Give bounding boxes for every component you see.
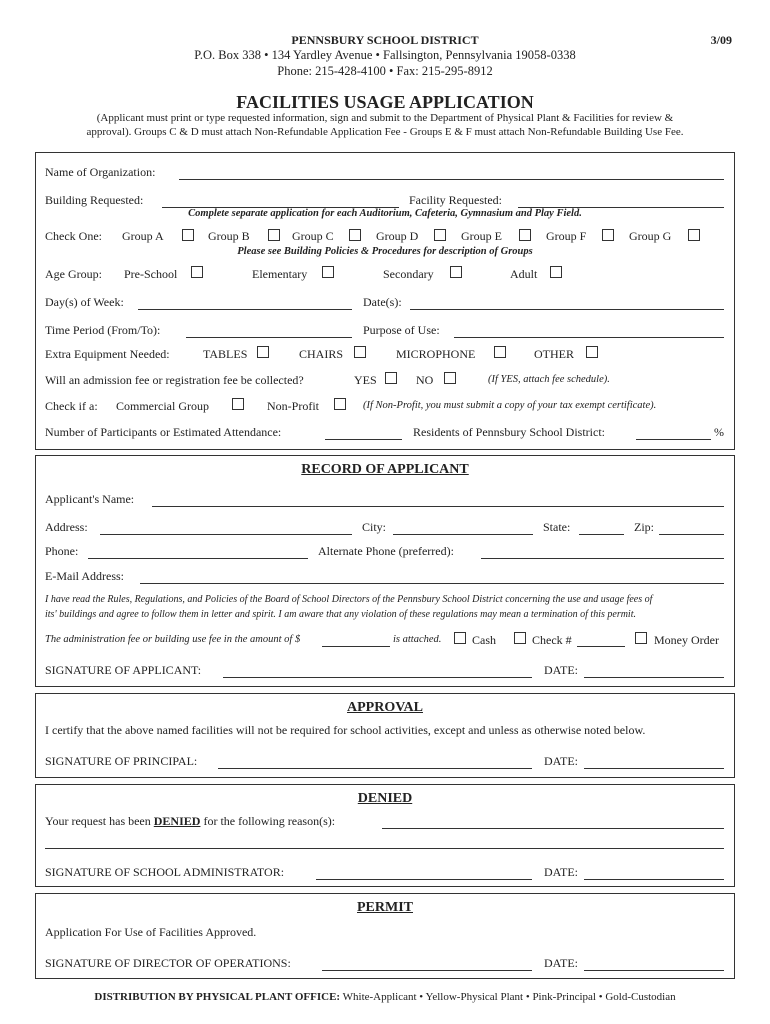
request-section (35, 152, 735, 450)
applicant-section (35, 455, 735, 687)
distribution-footer (0, 990, 770, 1005)
director-date-label: DATE: (544, 956, 578, 970)
applicant-name-field[interactable] (152, 506, 724, 507)
fee-amount-label: The administration fee or building use fee in the amount of $ (45, 634, 301, 645)
applicant-address-field[interactable] (100, 534, 352, 535)
purpose-label: Purpose of Use: (363, 323, 440, 337)
applicant-email-label: E-Mail Address: (45, 569, 124, 583)
denied-text-before: Your request has been (45, 814, 154, 828)
applicant-state-label: State: (543, 520, 571, 534)
distribution-label: DISTRIBUTION BY PHYSICAL PLANT OFFICE: (94, 991, 341, 1003)
nonprofit-checkbox[interactable] (334, 398, 346, 410)
fee-yes-label: YES (354, 373, 377, 387)
organization-field[interactable] (179, 179, 724, 180)
age-secondary-label: Secondary (383, 267, 434, 281)
time-period-label: Time Period (From/To): (45, 323, 161, 337)
group-e-label: Group E (461, 229, 502, 243)
residents-field[interactable] (636, 439, 711, 440)
applicant-date-label: DATE: (544, 663, 578, 677)
administrator-date-field[interactable] (584, 879, 724, 880)
check-number-field[interactable] (577, 646, 625, 647)
participants-field[interactable] (325, 439, 402, 440)
permit-text: Application For Use of Facilities Approved. (45, 925, 257, 939)
applicant-email-field[interactable] (140, 583, 724, 584)
days-label: Day(s) of Week: (45, 295, 124, 309)
administrator-signature-label: SIGNATURE OF SCHOOL ADMINISTRATOR: (45, 865, 285, 879)
payment-money-order-label: Money Order (654, 633, 719, 647)
approval-section (35, 693, 735, 778)
instructions-line-1: (Applicant must print or type requested information, sign and submit to the Department of Physical Plant & Facilities for review & (96, 112, 674, 124)
payment-cash-checkbox[interactable] (454, 632, 466, 644)
nonprofit-label: Non-Profit (267, 399, 319, 413)
applicant-section-title: RECORD OF APPLICANT (301, 462, 469, 477)
applicant-signature-field[interactable] (223, 677, 532, 678)
days-field[interactable] (138, 309, 352, 310)
building-label: Building Requested: (45, 193, 144, 207)
equip-microphone-label: MICROPHONE (396, 347, 476, 361)
district-address: P.O. Box 338 • 134 Yardley Avenue • Fallsington, Pennsylvania 19058-0338 (194, 48, 576, 62)
permit-section (35, 893, 735, 979)
age-elementary-label: Elementary (252, 267, 308, 281)
equip-tables-checkbox[interactable] (257, 346, 269, 358)
fee-amount-field[interactable] (322, 646, 390, 647)
purpose-field[interactable] (454, 337, 724, 338)
age-preschool-label: Pre-School (124, 267, 178, 281)
commercial-label: Commercial Group (116, 399, 209, 413)
denied-section-title: DENIED (357, 791, 413, 806)
group-b-checkbox[interactable] (268, 229, 280, 241)
equip-chairs-checkbox[interactable] (354, 346, 366, 358)
approval-section-title: APPROVAL (347, 700, 423, 715)
group-c-checkbox[interactable] (349, 229, 361, 241)
applicant-date-field[interactable] (584, 677, 724, 678)
equip-tables-label: TABLES (203, 347, 248, 361)
payment-cash-label: Cash (472, 633, 496, 647)
equip-other-checkbox[interactable] (586, 346, 598, 358)
applicant-alt-phone-label: Alternate Phone (preferred): (318, 544, 454, 558)
applicant-phone-label: Phone: (45, 544, 79, 558)
age-adult-label: Adult (510, 267, 538, 281)
residents-label: Residents of Pennsbury School District: (413, 425, 605, 439)
age-elementary-checkbox[interactable] (322, 266, 334, 278)
director-date-field[interactable] (584, 970, 724, 971)
group-g-checkbox[interactable] (688, 229, 700, 241)
time-period-field[interactable] (186, 337, 352, 338)
age-secondary-checkbox[interactable] (450, 266, 462, 278)
fee-question: Will an admission fee or registration fee be collected? (45, 373, 304, 387)
check-one-label: Check One: (45, 229, 102, 243)
fee-no-checkbox[interactable] (444, 372, 456, 384)
payment-check-checkbox[interactable] (514, 632, 526, 644)
group-a-label: Group A (122, 229, 164, 243)
group-e-checkbox[interactable] (519, 229, 531, 241)
district-phone-fax: Phone: 215-428-4100 • Fax: 215-295-8912 (277, 64, 493, 78)
applicant-state-field[interactable] (579, 534, 624, 535)
equip-other-label: OTHER (534, 347, 574, 361)
applicant-address-label: Address: (45, 520, 88, 534)
applicant-zip-label: Zip: (634, 520, 654, 534)
statement-line-2: its' buildings and agree to follow them in letter and spirit. I am aware that any violation of these regulations may mean a termination of this permit. (45, 609, 636, 620)
director-signature-field[interactable] (322, 970, 532, 971)
denied-reason-field[interactable] (382, 828, 724, 829)
group-d-checkbox[interactable] (434, 229, 446, 241)
applicant-alt-phone-field[interactable] (481, 558, 724, 559)
approval-text: I certify that the above named facilities will not be required for school activities, except and unless as otherwise noted below. (45, 723, 646, 737)
denied-section (35, 784, 735, 887)
participants-label: Number of Participants or Estimated Attendance: (45, 425, 282, 439)
dates-field[interactable] (410, 309, 724, 310)
separate-application-note: Complete separate application for each Auditorium, Cafeteria, Gymnasium and Play Field. (188, 208, 582, 219)
applicant-city-label: City: (362, 520, 387, 534)
facility-label: Facility Requested: (409, 193, 502, 207)
payment-money-order-checkbox[interactable] (635, 632, 647, 644)
fee-attached-text: is attached. (393, 634, 442, 645)
age-preschool-checkbox[interactable] (191, 266, 203, 278)
applicant-zip-field[interactable] (659, 534, 724, 535)
check-if-label: Check if a: (45, 399, 98, 413)
applicant-city-field[interactable] (393, 534, 533, 535)
group-a-checkbox[interactable] (182, 229, 194, 241)
denied-text-after: for the following reason(s): (200, 814, 336, 828)
organization-label: Name of Organization: (45, 165, 156, 179)
statement-line-1: I have read the Rules, Regulations, and Policies of the Board of School Directors of the Pennsbury School District concerning the use and usage fees of (45, 594, 653, 605)
principal-date-field[interactable] (584, 768, 724, 769)
permit-section-title: PERMIT (357, 900, 413, 915)
group-b-label: Group B (208, 229, 250, 243)
group-g-label: Group G (629, 229, 672, 243)
fee-no-label: NO (416, 373, 434, 387)
applicant-name-label: Applicant's Name: (45, 492, 135, 506)
denied-word: DENIED (153, 814, 201, 828)
principal-date-label: DATE: (544, 754, 578, 768)
payment-check-label: Check # (532, 633, 572, 647)
distribution-text: White-Applicant • Yellow-Physical Plant • Pink-Principal • Gold-Custodian (340, 991, 676, 1003)
group-f-label: Group F (546, 229, 587, 243)
groups-note: Please see Building Policies & Procedures for description of Groups (237, 246, 533, 257)
group-f-checkbox[interactable] (602, 229, 614, 241)
director-signature-label: SIGNATURE OF DIRECTOR OF OPERATIONS: (45, 956, 291, 970)
fee-note: (If YES, attach fee schedule). (488, 374, 610, 385)
administrator-date-label: DATE: (544, 865, 578, 879)
principal-signature-field[interactable] (218, 768, 532, 769)
group-d-label: Group D (376, 229, 419, 243)
commercial-checkbox[interactable] (232, 398, 244, 410)
principal-signature-label: SIGNATURE OF PRINCIPAL: (45, 754, 198, 768)
equip-microphone-checkbox[interactable] (494, 346, 506, 358)
equip-chairs-label: CHAIRS (299, 347, 344, 361)
age-group-label: Age Group: (45, 267, 102, 281)
fee-yes-checkbox[interactable] (385, 372, 397, 384)
dates-label: Date(s): (363, 295, 402, 309)
administrator-signature-field[interactable] (316, 879, 532, 880)
percent-sign: % (714, 425, 724, 439)
equipment-label: Extra Equipment Needed: (45, 347, 170, 361)
denied-reason-field-2[interactable] (45, 848, 724, 849)
applicant-phone-field[interactable] (88, 558, 308, 559)
group-c-label: Group C (292, 229, 334, 243)
age-adult-checkbox[interactable] (550, 266, 562, 278)
denied-text (45, 814, 335, 828)
form-title: FACILITIES USAGE APPLICATION (236, 92, 534, 112)
revision-date: 3/09 (710, 33, 732, 47)
nonprofit-note: (If Non-Profit, you must submit a copy of your tax exempt certificate). (363, 400, 657, 411)
instructions-line-2: approval). Groups C & D must attach Non-Refundable Application Fee - Groups E & F must attach Non-Refundable Building Use Fee. (86, 126, 684, 138)
district-name: PENNSBURY SCHOOL DISTRICT (291, 33, 479, 47)
applicant-signature-label: SIGNATURE OF APPLICANT: (45, 663, 202, 677)
